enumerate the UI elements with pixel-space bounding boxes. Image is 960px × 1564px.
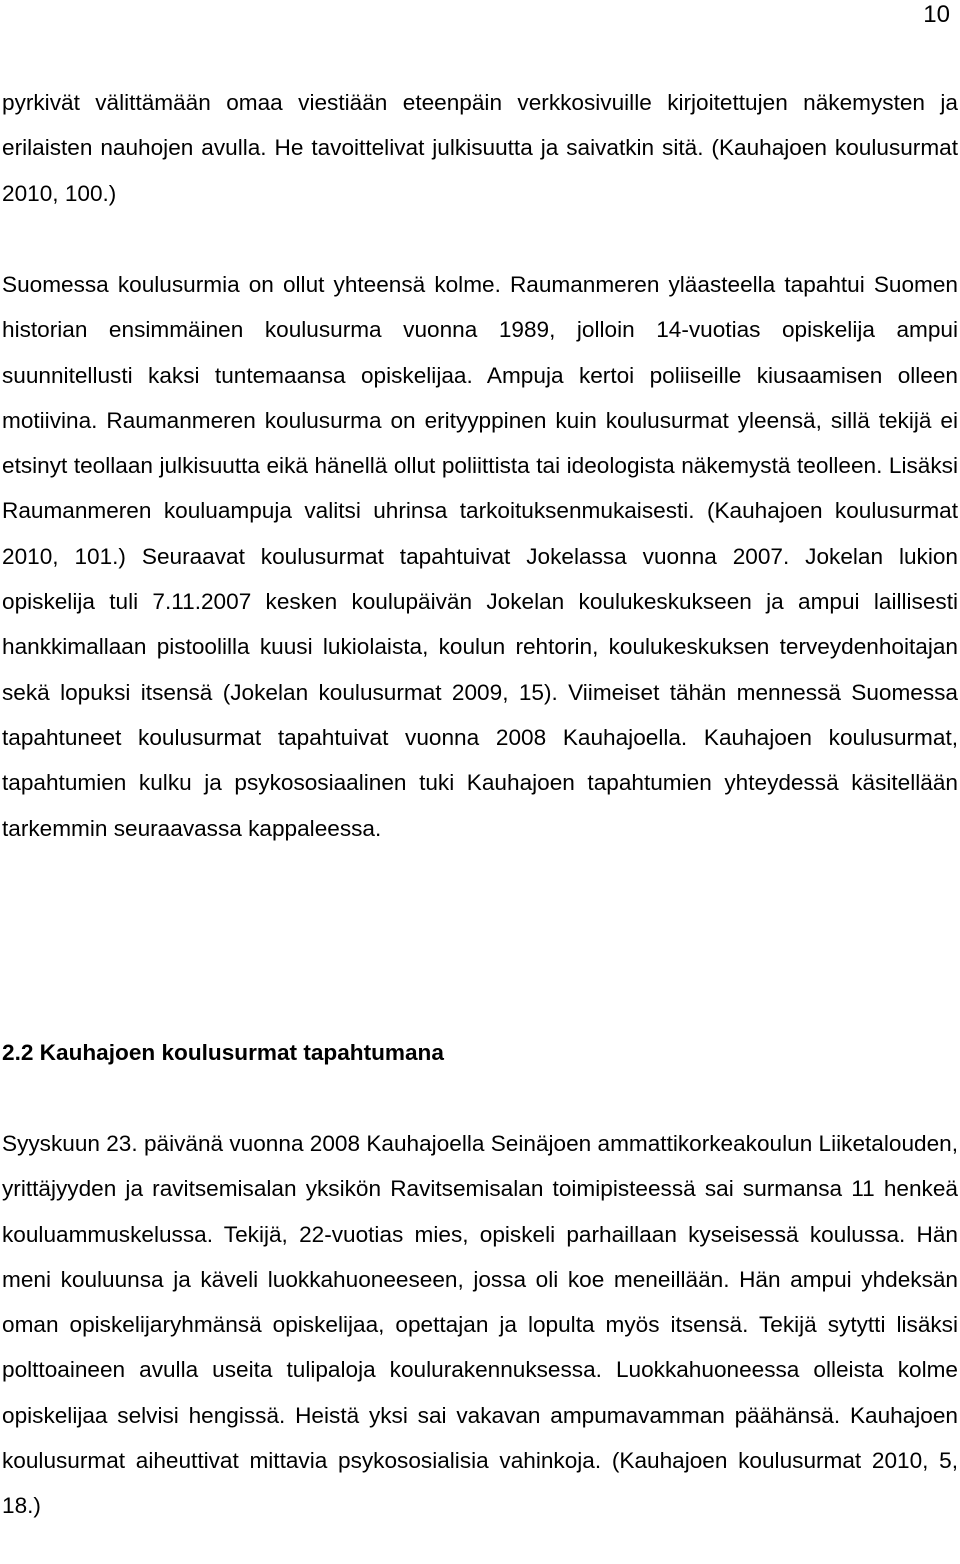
page-number: 10 <box>923 1 950 28</box>
body-paragraph: Syyskuun 23. päivänä vuonna 2008 Kauhajoella Seinäjoen ammattikorkeakoulun Liiketalouden, yrittäjyyden ja ravitsemisalan yksikön Ravitsemisalan toimipisteessä sai surmansa 11 henkeä kouluammuskelussa. Tekijä, 22-vuotias mies, opiskeli parhaillaan kyseisessä koulussa. Hän meni kouluunsa ja käveli luokkahuoneeseen, jossa oli koe meneillään. Hän ampui yhdeksän oman opiskelijaryhmänsä opiskelijaa, opettajan ja lopulta myös itsensä. Tekijä sytytti lisäksi polttoaineen avulla useita tulipaloja koulurakennuksessa. Luokkahuoneessa olleista kolme opiskelijaa selvisi hengissä. Heistä yksi sai vakavan ampumavamman päähänsä. Kauhajoen koulusurmat aiheuttivat mittavia psykososialisia vahinkoja. (Kauhajoen koulusurmat 2010, 5, 18.) <box>2 1131 958 1519</box>
body-paragraph: pyrkivät välittämään omaa viestiään eteenpäin verkkosivuille kirjoitettujen näkemysten ja erilaisten nauhojen avulla. He tavoittelivat julkisuutta ja saivatkin sitä. (Kauhajoen koulusurmat 2010, 100.) <box>2 90 958 206</box>
body-paragraph: Suomessa koulusurmia on ollut yhteensä kolme. Raumanmeren yläasteella tapahtui Suomen historian ensimmäinen koulusurma vuonna 1989, jolloin 14-vuotias opiskelija ampui suunnitellusti kaksi tuntemaansa opiskelijaa. Ampuja kertoi poliiseille kiusaamisen olleen motiivina. Raumanmeren koulusurma on erityyppinen kuin koulusurmat yleensä, sillä tekijä ei etsinyt teollaan julkisuutta eikä hänellä ollut poliittista tai ideologista näkemystä teolleen. Lisäksi Raumanmeren kouluampuja valitsi uhrinsa tarkoituksenmukaisesti. (Kauhajoen koulusurmat 2010, 101.) Seuraavat koulusurmat tapahtuivat Jokelassa vuonna 2007. Jokelan lukion opiskelija tuli 7.11.2007 kesken koulupäivän Jokelan koulukeskukseen ja ampui laillisesti hankkimallaan pistoolilla kuusi lukiolaista, koulun rehtorin, koulukeskuksen terveydenhoitajan sekä lopuksi itsensä (Jokelan koulusurmat 2009, 15). Viimeiset tähän mennessä Suomessa tapahtuneet koulusurmat tapahtuivat vuonna 2008 Kauhajoella. Kauhajoen koulusurmat, tapahtumien kulku ja psykososiaalinen tuki Kauhajoen tapahtumien yhteydessä käsitellään tarkemmin seuraavassa kappaleessa. <box>2 272 958 841</box>
section-heading: 2.2 Kauhajoen koulusurmat tapahtumana <box>2 1040 444 1065</box>
